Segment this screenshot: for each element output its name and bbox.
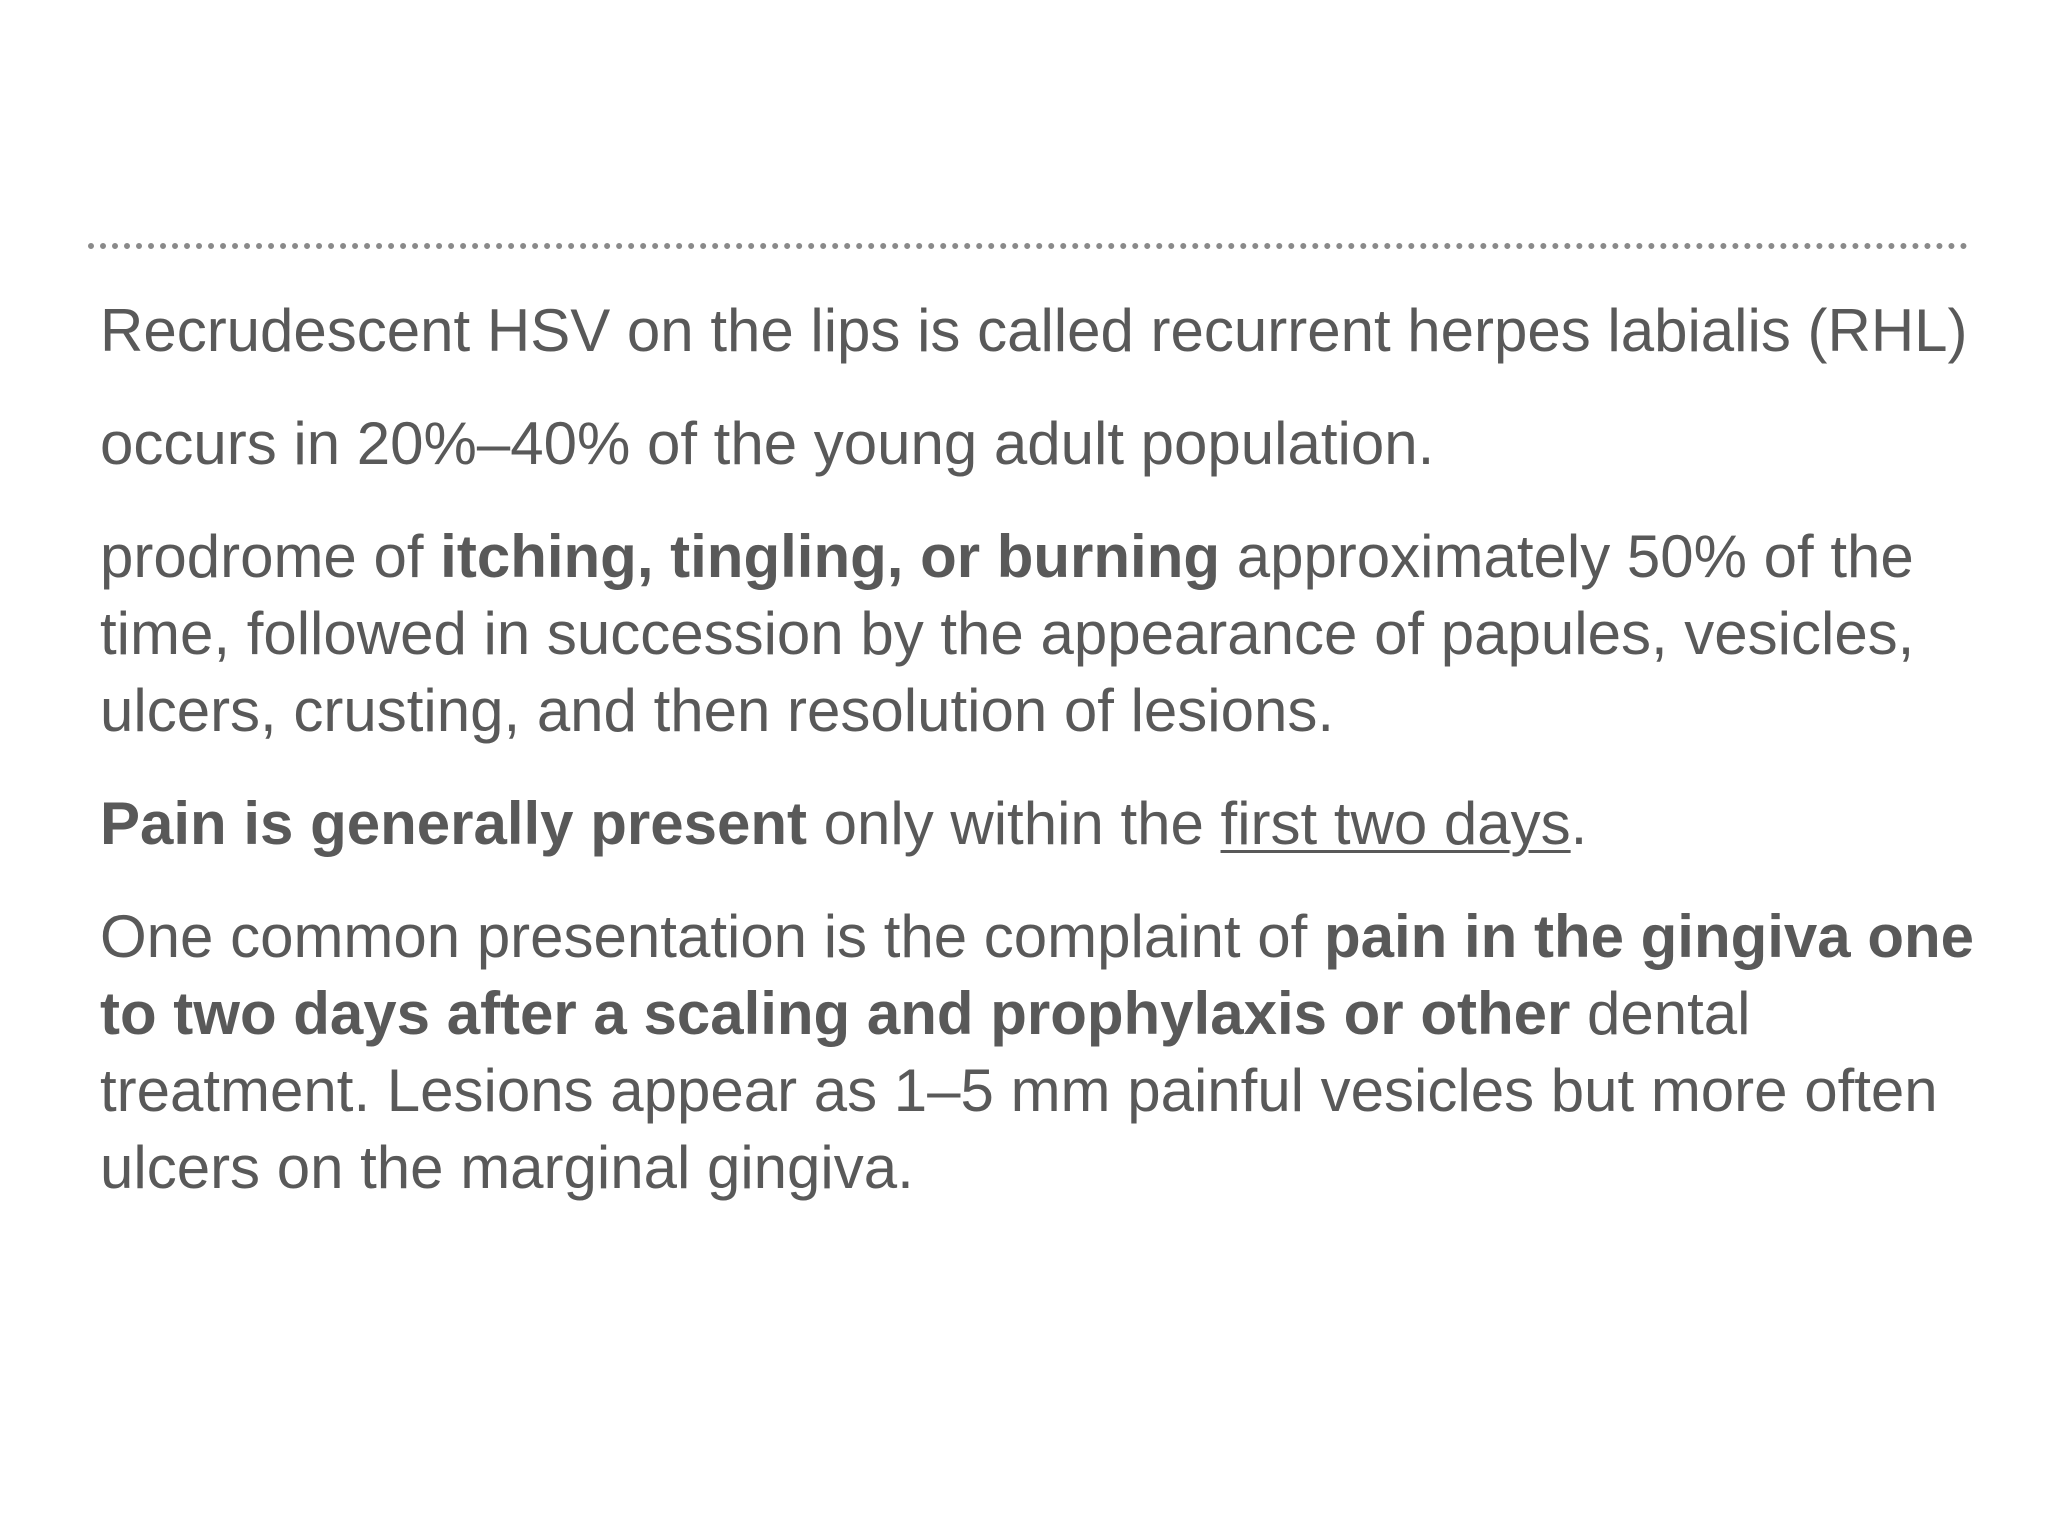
text-run: dental treatment. Lesions appear as 1–5 mm painful vesicles but more often ulcers on the marginal gingiva. xyxy=(100,980,1938,1201)
bold-text-run: Pain is generally present xyxy=(100,790,807,857)
text-run: occurs in 20%–40% of the young adult population. xyxy=(100,410,1435,477)
text-run: . xyxy=(1570,790,1588,857)
paragraph-prevalence xyxy=(100,405,1980,482)
paragraph-prodrome xyxy=(100,518,1980,749)
paragraph-gingival-presentation xyxy=(100,898,1980,1206)
text-run: Recrudescent HSV on the lips is called recurrent herpes labialis (RHL) xyxy=(100,297,1968,364)
text-run: only within the xyxy=(806,790,1221,857)
text-run: approximately 50% of the time, followed in succession by the appearance of papules, vesicles, ulcers, crusting, and then resolution of lesions. xyxy=(100,523,1915,744)
slide-body xyxy=(100,292,1980,1242)
text-run: One common presentation is the complaint of xyxy=(100,903,1324,970)
paragraph-rhl-definition xyxy=(100,292,1980,369)
bold-text-run: itching, tingling, or burning xyxy=(440,523,1221,590)
paragraph-pain-duration xyxy=(100,785,1980,862)
bold-text-run: pain in the gingiva one to two days after a scaling and prophylaxis or other xyxy=(100,903,1975,1047)
underlined-text-run: first two days xyxy=(1220,790,1571,857)
dotted-divider xyxy=(88,243,1968,249)
text-run: prodrome of xyxy=(100,523,441,590)
